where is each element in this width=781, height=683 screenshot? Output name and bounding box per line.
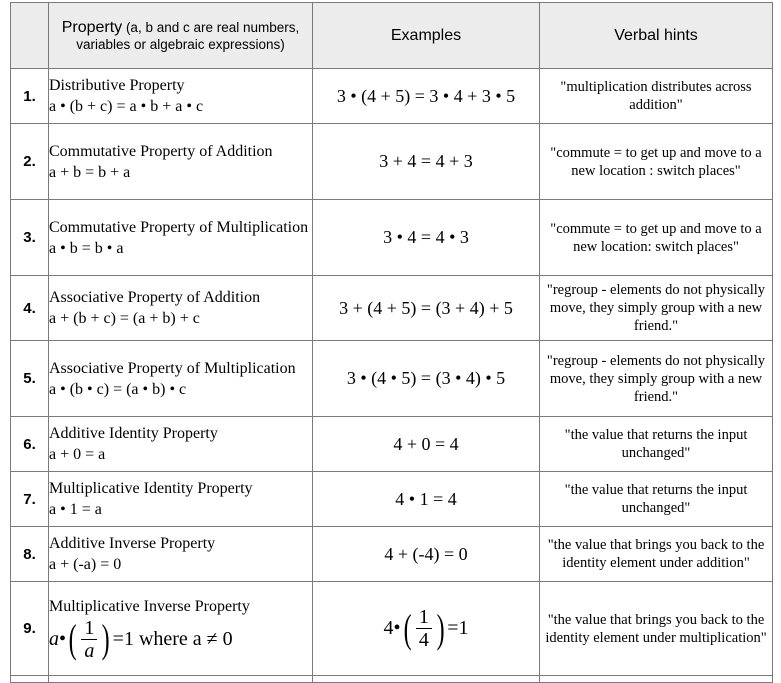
example-cell: 3 + (4 + 5) = (3 + 4) + 5 [313, 276, 540, 341]
hint-cell: "the value that returns the input unchanged" [540, 472, 773, 527]
property-cell [49, 124, 313, 200]
formula-variable: a [49, 627, 59, 650]
property-cell [49, 341, 313, 417]
row-number: 5. [11, 341, 49, 417]
property-formula: a + (b + c) = (a + b) + c [49, 310, 200, 327]
header-row [11, 3, 773, 69]
property-formula: a • (b + c) = a • b + a • c [49, 98, 204, 115]
right-paren: ) [102, 616, 111, 661]
hint-cell: "the value that returns the input unchanged" [540, 417, 773, 472]
example-cell: 3 • 4 = 4 • 3 [313, 200, 540, 276]
header-number-cell [11, 3, 49, 69]
stub-cell [313, 676, 540, 683]
fraction-denominator: a [84, 639, 95, 662]
property-name: Commutative Property of Addition [49, 142, 273, 160]
left-paren: ( [68, 616, 77, 661]
hint-cell: "commute = to get up and move to a new location : switch places" [540, 124, 773, 200]
row-number: 4. [11, 276, 49, 341]
row-number: 1. [11, 69, 49, 124]
header-examples: Examples [313, 3, 540, 69]
row-number: 2. [11, 124, 49, 200]
property-formula [49, 617, 312, 662]
property-name: Additive Identity Property [49, 425, 218, 442]
property-name: Distributive Property [49, 77, 185, 94]
row-number: 6. [11, 417, 49, 472]
header-property [49, 3, 313, 69]
property-cell [49, 527, 313, 582]
row-number: 7. [11, 472, 49, 527]
property-name: Associative Property of Addition [49, 289, 261, 306]
property-formula: a • b = b • a [49, 239, 124, 257]
stub-cell [49, 676, 313, 683]
table-row [11, 200, 773, 276]
property-cell [49, 200, 313, 276]
row-number: 8. [11, 527, 49, 582]
property-name: Multiplicative Identity Property [49, 480, 253, 497]
right-paren: ) [436, 605, 445, 651]
example-cell: 3 • (4 • 5) = (3 • 4) • 5 [313, 341, 540, 417]
stub-cell [540, 676, 773, 683]
hint-cell: "commute = to get up and move to a new location: switch places" [540, 200, 773, 276]
table-row [11, 472, 773, 527]
table-row [11, 69, 773, 124]
table-row [11, 527, 773, 582]
property-name: Commutative Property of Multiplication [49, 218, 309, 236]
header-verbal-hints: Verbal hints [540, 3, 773, 69]
formula-fraction [81, 617, 97, 662]
property-cell [49, 276, 313, 341]
property-formula: a • 1 = a [49, 501, 102, 518]
property-cell [49, 417, 313, 472]
fraction-denominator: 4 [418, 629, 429, 651]
table-row [11, 341, 773, 417]
row-number: 3. [11, 200, 49, 276]
table-row [11, 124, 773, 200]
hint-cell: "multiplication distributes across addition" [540, 69, 773, 124]
properties-table [10, 2, 773, 683]
formula-rhs: =1 where a ≠ 0 [112, 627, 233, 650]
hint-cell: "regroup - elements do not physically move, they simply group with a new friend." [540, 276, 773, 341]
example-cell: 4 • 1 = 4 [313, 472, 540, 527]
example-cell: 3 • (4 + 5) = 3 • 4 + 3 • 5 [313, 69, 540, 124]
property-formula: a + 0 = a [49, 446, 106, 463]
example-cell: 4 + (-4) = 0 [313, 527, 540, 582]
example-lead: 4• [383, 617, 401, 639]
header-property-title: Property [61, 18, 123, 36]
hint-cell: "the value that brings you back to the identity element under addition" [540, 527, 773, 582]
example-cell: 3 + 4 = 4 + 3 [313, 124, 540, 200]
table-row [11, 582, 773, 676]
example-formula [384, 606, 469, 651]
example-rhs: =1 [447, 617, 469, 639]
fraction-numerator: 1 [416, 606, 432, 629]
hint-cell: "regroup - elements do not physically move, they simply group with a new friend." [540, 341, 773, 417]
example-cell [313, 582, 540, 676]
property-cell [49, 472, 313, 527]
property-formula: a + (-a) = 0 [49, 556, 122, 573]
property-name: Multiplicative Inverse Property [49, 597, 250, 615]
example-fraction [416, 606, 432, 651]
property-name: Associative Property of Multiplication [49, 359, 296, 377]
property-name: Additive Inverse Property [49, 535, 216, 552]
header-property-note: (a, b and c are real numbers, variables or algebraic expressions) [76, 19, 300, 52]
property-formula: a + b = b + a [49, 163, 131, 181]
property-formula: a • (b • c) = (a • b) • c [49, 380, 187, 398]
row-number: 9. [11, 582, 49, 676]
table-row [11, 276, 773, 341]
property-cell [49, 69, 313, 124]
table-row-cutoff [11, 676, 773, 683]
property-cell [49, 582, 313, 676]
formula-dot: • [59, 627, 67, 650]
left-paren: ( [403, 605, 412, 651]
example-cell: 4 + 0 = 4 [313, 417, 540, 472]
hint-cell: "the value that brings you back to the identity element under multiplication" [540, 582, 773, 676]
table-row [11, 417, 773, 472]
stub-cell [11, 676, 49, 683]
fraction-numerator: 1 [81, 617, 97, 640]
